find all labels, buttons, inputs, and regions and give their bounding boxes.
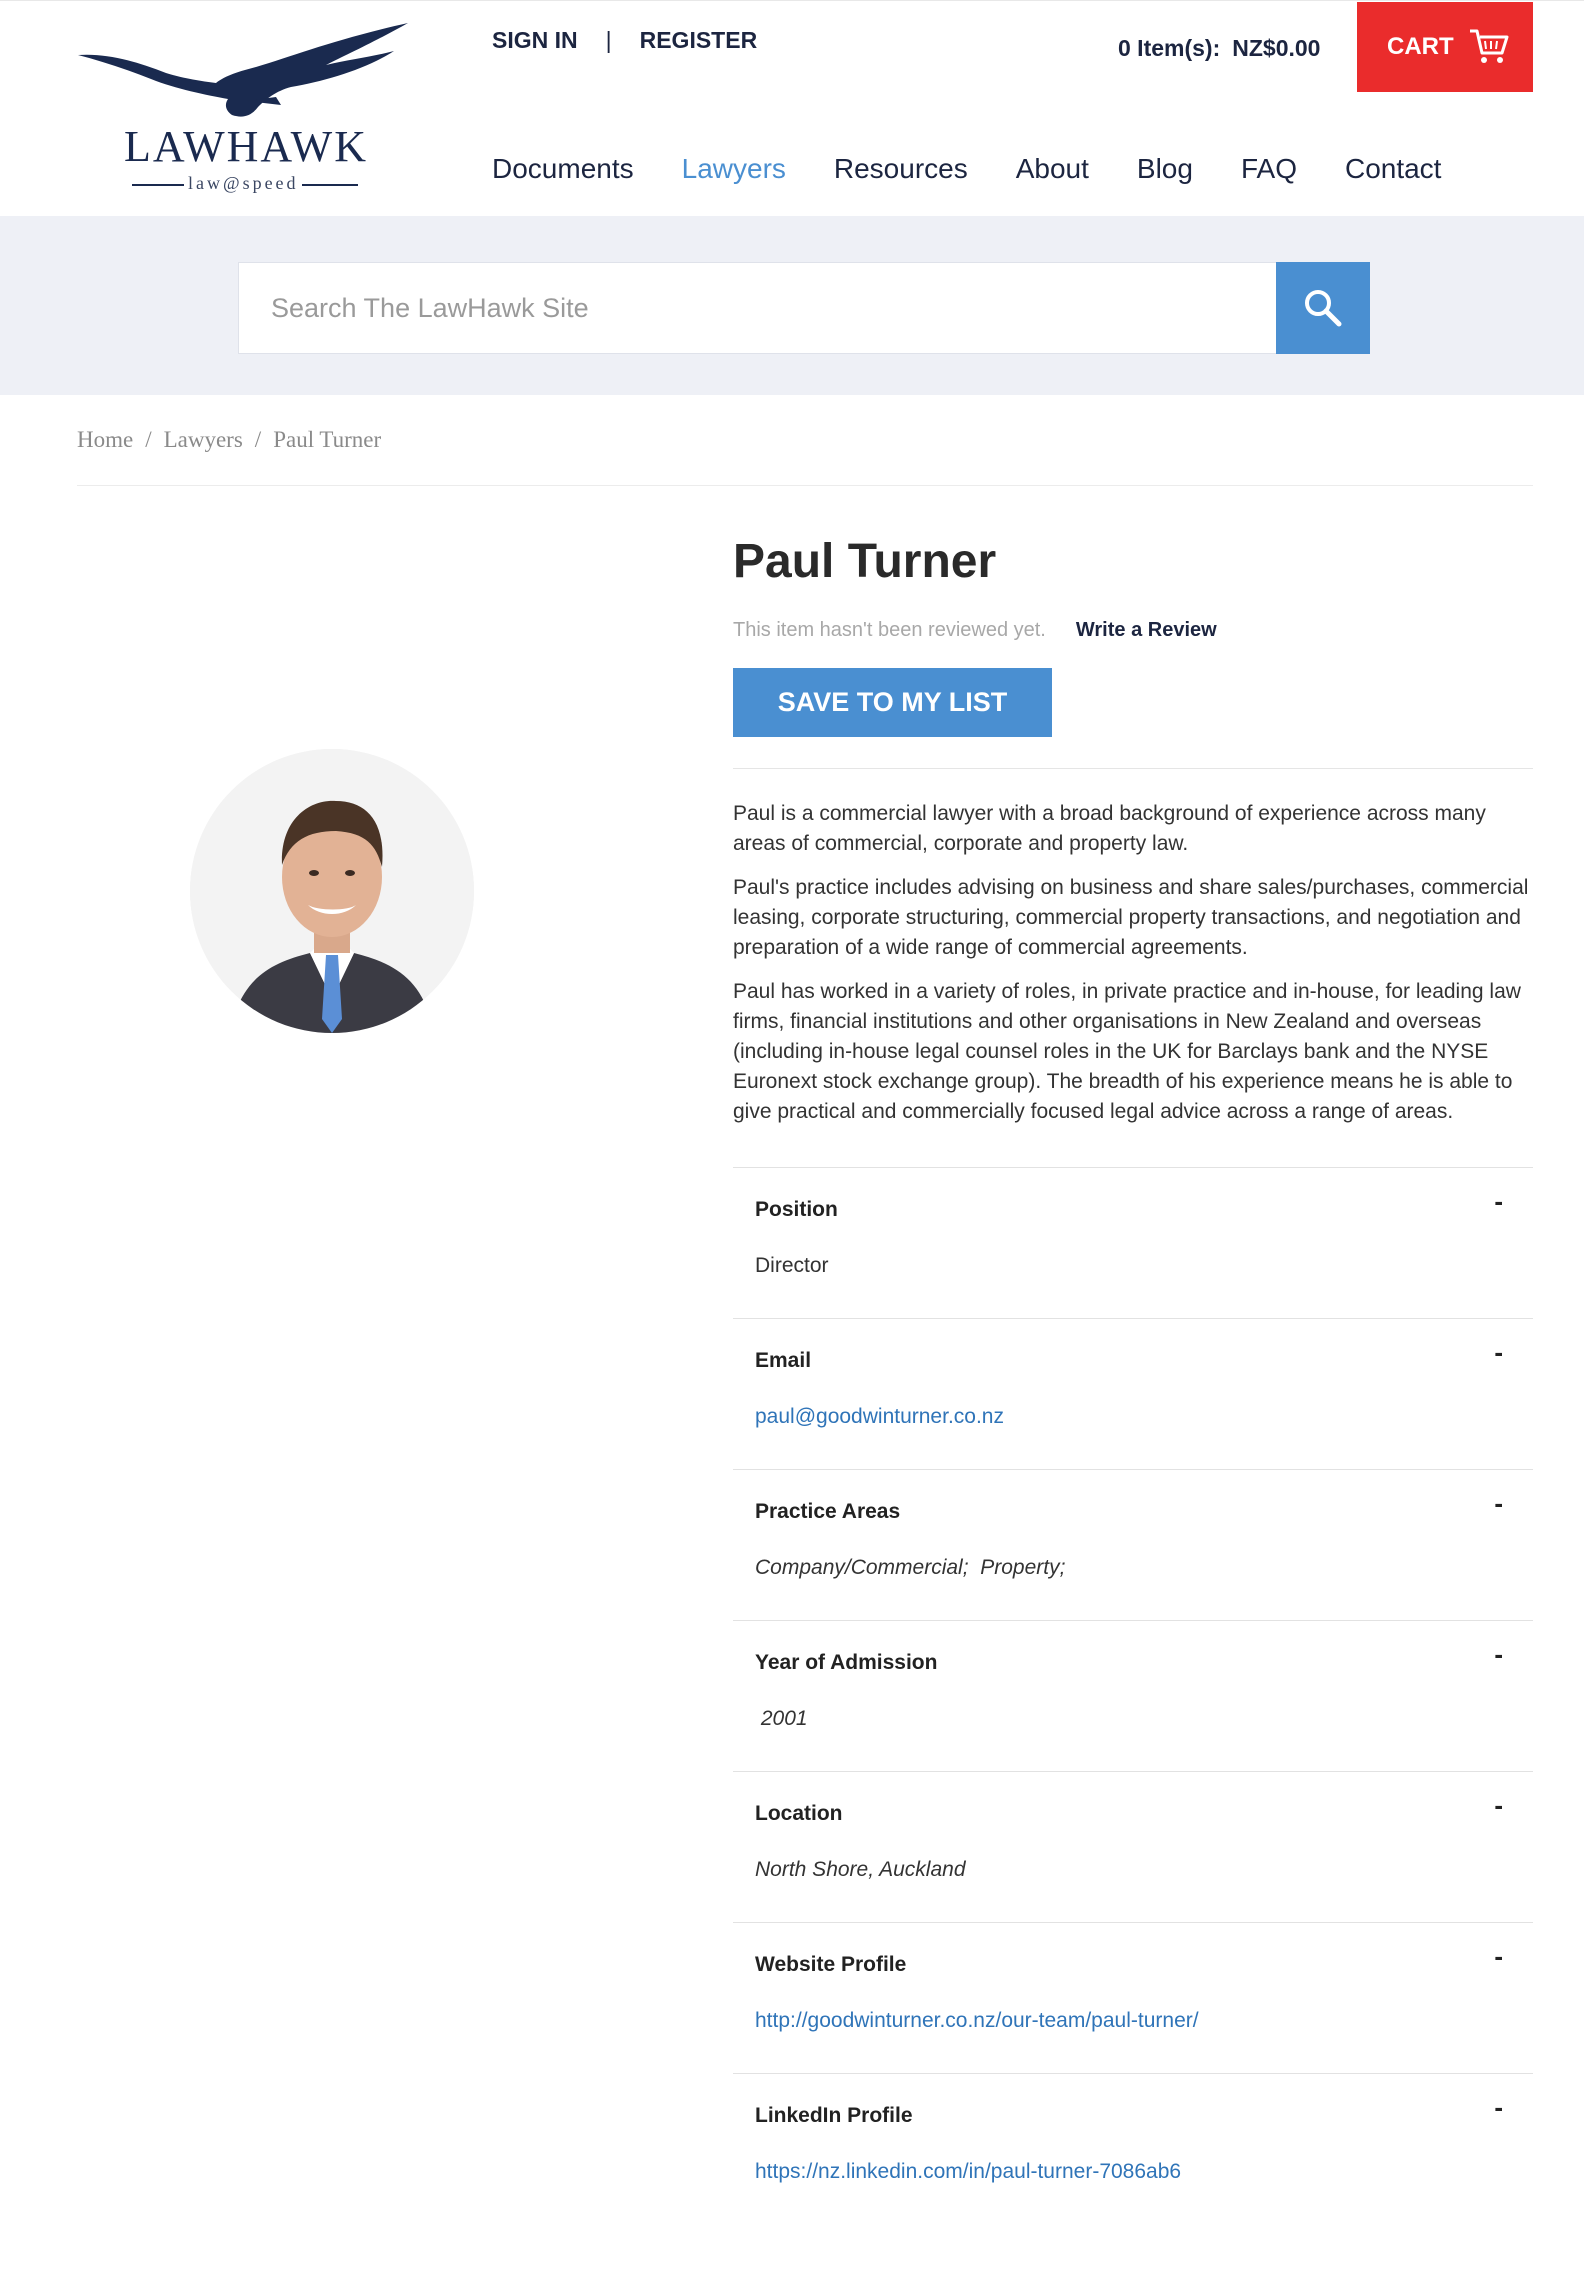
location-value: North Shore, Auckland (755, 1858, 966, 1881)
nav-documents[interactable]: Documents (492, 153, 634, 184)
cart-item-count: 0 Item(s): (1118, 35, 1221, 61)
logo-wordmark: LAWHAWK (124, 122, 368, 171)
cart-icon (1468, 27, 1510, 67)
nav-blog[interactable]: Blog (1136, 153, 1193, 184)
breadcrumb-divider (77, 485, 1533, 486)
lawyer-details (733, 520, 1533, 2225)
accordion-website-profile[interactable] (733, 1923, 1533, 2074)
breadcrumb (77, 427, 381, 453)
bio-paragraph: Paul has worked in a variety of roles, in private practice and in-house, for leading law firms, financial institutions and other organisations in New Zealand and overseas (including in-house legal counsel roles in the UK for Barclays bank and the NYSE Euronext stock exchange group). The breadth of his experience means he is able to give practical and commercially focused legal advice across a range of areas. (733, 980, 1521, 1123)
cart-summary[interactable] (1118, 35, 1332, 62)
account-links-separator: | (605, 27, 612, 53)
accordion-title: Email (755, 1349, 812, 1372)
site-header (0, 0, 1584, 216)
accordion-title: Year of Admission (755, 1651, 938, 1674)
nav-about[interactable]: About (1015, 153, 1089, 184)
cart-total: NZ$0.00 (1232, 35, 1321, 61)
collapse-icon[interactable]: - (1494, 1790, 1503, 1820)
bio-paragraph: Paul's practice includes advising on business and share sales/purchases, commercial leasing, corporate structuring, commercial property transactions, and negotiation and preparation of a wide range of commercial agreements. (733, 876, 1529, 959)
accordion-position[interactable] (733, 1168, 1533, 1319)
linkedin-profile-link[interactable]: https://nz.linkedin.com/in/paul-turner-7086ab6 (755, 2160, 1182, 2183)
accordion-linkedin-profile[interactable] (733, 2074, 1533, 2225)
review-status: This item hasn't been reviewed yet. (733, 619, 1046, 641)
save-to-list-button[interactable]: SAVE TO MY LIST (733, 668, 1052, 737)
cart-button[interactable] (1357, 2, 1533, 92)
email-link[interactable]: paul@goodwinturner.co.nz (755, 1405, 1004, 1428)
breadcrumb-home[interactable]: Home (77, 427, 134, 452)
search-input[interactable] (239, 263, 1276, 353)
hawk-icon (76, 21, 416, 121)
website-profile-link[interactable]: http://goodwinturner.co.nz/our-team/paul-turner/ (755, 2009, 1199, 2032)
search-button[interactable] (1276, 262, 1370, 354)
main-nav (492, 153, 1489, 185)
practice-areas-value: Company/Commercial; Property; (755, 1556, 1066, 1579)
breadcrumb-separator: / (145, 427, 152, 452)
section-divider (733, 768, 1533, 769)
accordion-email[interactable] (733, 1319, 1533, 1470)
lawyer-photo-icon (190, 749, 474, 1033)
register-link[interactable]: REGISTER (639, 27, 758, 53)
nav-contact[interactable]: Contact (1344, 153, 1442, 184)
sign-in-link[interactable]: SIGN IN (492, 27, 578, 53)
accordion-title: Position (755, 1198, 838, 1221)
breadcrumb-separator: / (254, 427, 262, 452)
accordion-year-of-admission[interactable] (733, 1621, 1533, 1772)
accordion-title: Website Profile (755, 1953, 907, 1976)
search-section (0, 216, 1584, 395)
nav-resources[interactable]: Resources (833, 153, 968, 184)
search-icon (1302, 287, 1344, 329)
year-of-admission-value: 2001 (755, 1707, 808, 1730)
cart-button-label: CART (1387, 33, 1454, 60)
collapse-icon[interactable]: - (1494, 1488, 1503, 1518)
search-box (238, 262, 1277, 354)
collapse-icon[interactable]: - (1494, 1186, 1503, 1216)
collapse-icon[interactable]: - (1494, 1941, 1503, 1971)
position-value: Director (755, 1254, 829, 1277)
logo-rule-left (132, 184, 184, 186)
logo-tagline: law@speed (188, 173, 299, 193)
breadcrumb-lawyers[interactable]: Lawyers (163, 427, 243, 452)
accordion-title: LinkedIn Profile (755, 2104, 913, 2127)
lawhawk-logo[interactable] (76, 21, 416, 193)
collapse-icon[interactable]: - (1494, 1337, 1503, 1367)
lawyer-avatar (190, 749, 474, 1033)
review-row (733, 619, 1533, 642)
nav-lawyers[interactable]: Lawyers (681, 153, 786, 184)
accordion-title: Practice Areas (755, 1500, 901, 1523)
collapse-icon[interactable]: - (1494, 2092, 1503, 2122)
account-links (492, 27, 757, 54)
collapse-icon[interactable]: - (1494, 1639, 1503, 1669)
accordion-location[interactable] (733, 1772, 1533, 1923)
bio-paragraph: Paul is a commercial lawyer with a broad background of experience across many areas of commercial, corporate and property law. (733, 802, 1486, 855)
write-review-link[interactable]: Write a Review (1075, 619, 1217, 641)
accordion-title: Location (755, 1802, 843, 1825)
breadcrumb-current: Paul Turner (273, 427, 382, 452)
logo-rule-right (302, 184, 358, 186)
lawyer-name: Paul Turner (733, 535, 997, 588)
details-accordion (733, 1167, 1533, 2225)
nav-faq[interactable]: FAQ (1240, 153, 1297, 184)
accordion-practice-areas[interactable] (733, 1470, 1533, 1621)
lawyer-bio (733, 799, 1533, 1127)
